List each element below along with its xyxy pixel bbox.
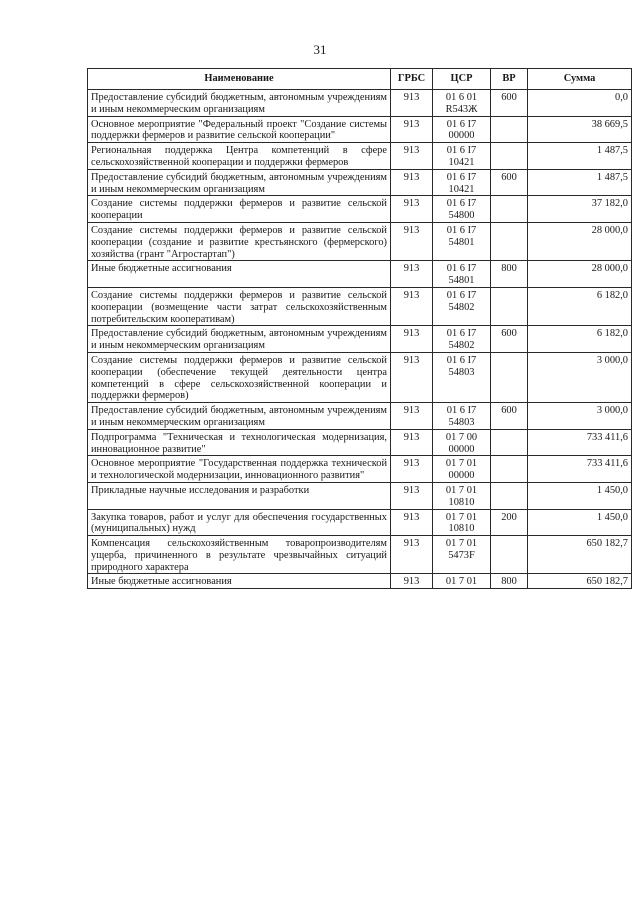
row-vr: 800 xyxy=(491,574,528,589)
row-csr: 01 6 I7 54802 xyxy=(433,326,491,353)
row-vr: 600 xyxy=(491,326,528,353)
table-row xyxy=(88,509,632,536)
row-name: Создание системы поддержки фермеров и развитие сельской кооперации xyxy=(88,196,391,223)
row-name: Создание системы поддержки фермеров и развитие сельской кооперации (обеспечение текущей деятельности центра компетенций в сфере сельскохозяйственной кооперации и поддержки фермеров) xyxy=(88,352,391,402)
row-name: Основное мероприятие "Государственная поддержка технической и технологической модернизации, инновационного развития" xyxy=(88,456,391,483)
row-csr: 01 7 01 10810 xyxy=(433,509,491,536)
row-name: Создание системы поддержки фермеров и развитие сельской кооперации (создание и развитие крестьянского (фермерского) хозяйства (грант "Агростартап") xyxy=(88,222,391,260)
row-name: Создание системы поддержки фермеров и развитие сельской кооперации (возмещение части затрат сельскохозяйственным потребительским кооперативам) xyxy=(88,287,391,325)
row-sum: 1 450,0 xyxy=(528,509,632,536)
row-vr xyxy=(491,116,528,143)
row-sum: 1 487,5 xyxy=(528,169,632,196)
row-sum: 650 182,7 xyxy=(528,536,632,574)
table-row xyxy=(88,196,632,223)
row-csr: 01 6 I7 10421 xyxy=(433,143,491,170)
table-row xyxy=(88,574,632,589)
row-vr xyxy=(491,196,528,223)
table-row xyxy=(88,456,632,483)
row-csr: 01 7 01 00000 xyxy=(433,456,491,483)
row-name: Основное мероприятие "Федеральный проект "Создание системы поддержки фермеров и развитие сельской кооперации" xyxy=(88,116,391,143)
row-csr: 01 6 I7 54803 xyxy=(433,403,491,430)
table-row xyxy=(88,429,632,456)
row-name: Компенсация сельскохозяйственным товаропроизводителям ущерба, причиненного в результате чрезвычайных ситуаций природного характера xyxy=(88,536,391,574)
row-name: Закупка товаров, работ и услуг для обеспечения государственных (муниципальных) нужд xyxy=(88,509,391,536)
row-sum: 1 487,5 xyxy=(528,143,632,170)
table-row xyxy=(88,326,632,353)
row-grbs: 913 xyxy=(391,574,433,589)
row-csr: 01 7 01 xyxy=(433,574,491,589)
row-grbs: 913 xyxy=(391,287,433,325)
row-grbs: 913 xyxy=(391,143,433,170)
row-grbs: 913 xyxy=(391,326,433,353)
row-vr: 600 xyxy=(491,90,528,117)
row-grbs: 913 xyxy=(391,509,433,536)
row-sum: 0,0 xyxy=(528,90,632,117)
table-body xyxy=(88,90,632,589)
table-header xyxy=(88,69,632,90)
table-row xyxy=(88,352,632,402)
row-sum: 28 000,0 xyxy=(528,222,632,260)
row-grbs: 913 xyxy=(391,222,433,260)
row-name: Подпрограмма "Техническая и технологическая модернизация, инновационное развитие" xyxy=(88,429,391,456)
table-row xyxy=(88,169,632,196)
row-sum: 37 182,0 xyxy=(528,196,632,223)
row-csr: 01 6 01 R543Ж xyxy=(433,90,491,117)
row-name: Предоставление субсидий бюджетным, автономным учреждениям и иным некоммерческим организациям xyxy=(88,90,391,117)
table-row xyxy=(88,222,632,260)
header-vr: ВР xyxy=(491,69,528,90)
header-row xyxy=(88,69,632,90)
row-grbs: 913 xyxy=(391,456,433,483)
row-vr xyxy=(491,456,528,483)
row-grbs: 913 xyxy=(391,261,433,288)
row-grbs: 913 xyxy=(391,352,433,402)
table-row xyxy=(88,482,632,509)
row-vr xyxy=(491,536,528,574)
row-sum: 650 182,7 xyxy=(528,574,632,589)
row-grbs: 913 xyxy=(391,116,433,143)
row-vr xyxy=(491,429,528,456)
row-csr: 01 6 I7 00000 xyxy=(433,116,491,143)
row-name: Предоставление субсидий бюджетным, автономным учреждениям и иным некоммерческим организациям xyxy=(88,326,391,353)
row-csr: 01 6 I7 54801 xyxy=(433,222,491,260)
row-name: Иные бюджетные ассигнования xyxy=(88,261,391,288)
row-name: Региональная поддержка Центра компетенций в сфере сельскохозяйственной кооперации и поддержки фермеров xyxy=(88,143,391,170)
row-csr: 01 6 I7 54802 xyxy=(433,287,491,325)
row-csr: 01 6 I7 54801 xyxy=(433,261,491,288)
row-vr xyxy=(491,287,528,325)
row-name: Иные бюджетные ассигнования xyxy=(88,574,391,589)
row-grbs: 913 xyxy=(391,482,433,509)
row-name: Предоставление субсидий бюджетным, автономным учреждениям и иным некоммерческим организациям xyxy=(88,403,391,430)
table-row xyxy=(88,116,632,143)
row-vr xyxy=(491,352,528,402)
row-sum: 38 669,5 xyxy=(528,116,632,143)
row-grbs: 913 xyxy=(391,536,433,574)
row-sum: 6 182,0 xyxy=(528,287,632,325)
header-name: Наименование xyxy=(88,69,391,90)
table-row xyxy=(88,287,632,325)
budget-table xyxy=(87,68,632,589)
row-csr: 01 6 I7 54803 xyxy=(433,352,491,402)
header-grbs: ГРБС xyxy=(391,69,433,90)
row-csr: 01 7 01 10810 xyxy=(433,482,491,509)
row-name: Прикладные научные исследования и разработки xyxy=(88,482,391,509)
row-grbs: 913 xyxy=(391,169,433,196)
row-vr xyxy=(491,222,528,260)
row-csr: 01 7 01 5473F xyxy=(433,536,491,574)
row-sum: 6 182,0 xyxy=(528,326,632,353)
row-csr: 01 7 00 00000 xyxy=(433,429,491,456)
row-sum: 3 000,0 xyxy=(528,352,632,402)
table-row xyxy=(88,261,632,288)
page-number: 31 xyxy=(313,42,327,57)
row-grbs: 913 xyxy=(391,403,433,430)
row-sum: 1 450,0 xyxy=(528,482,632,509)
row-vr: 600 xyxy=(491,169,528,196)
row-grbs: 913 xyxy=(391,196,433,223)
row-sum: 3 000,0 xyxy=(528,403,632,430)
row-vr: 600 xyxy=(491,403,528,430)
row-vr xyxy=(491,143,528,170)
row-vr xyxy=(491,482,528,509)
row-vr: 800 xyxy=(491,261,528,288)
row-grbs: 913 xyxy=(391,429,433,456)
table-row xyxy=(88,143,632,170)
row-sum: 733 411,6 xyxy=(528,429,632,456)
row-vr: 200 xyxy=(491,509,528,536)
row-name: Предоставление субсидий бюджетным, автономным учреждениям и иным некоммерческим организациям xyxy=(88,169,391,196)
row-sum: 28 000,0 xyxy=(528,261,632,288)
row-csr: 01 6 I7 10421 xyxy=(433,169,491,196)
table-row xyxy=(88,536,632,574)
table-row xyxy=(88,403,632,430)
row-grbs: 913 xyxy=(391,90,433,117)
row-sum: 733 411,6 xyxy=(528,456,632,483)
header-sum: Сумма xyxy=(528,69,632,90)
table-row xyxy=(88,90,632,117)
row-csr: 01 6 I7 54800 xyxy=(433,196,491,223)
header-csr: ЦСР xyxy=(433,69,491,90)
